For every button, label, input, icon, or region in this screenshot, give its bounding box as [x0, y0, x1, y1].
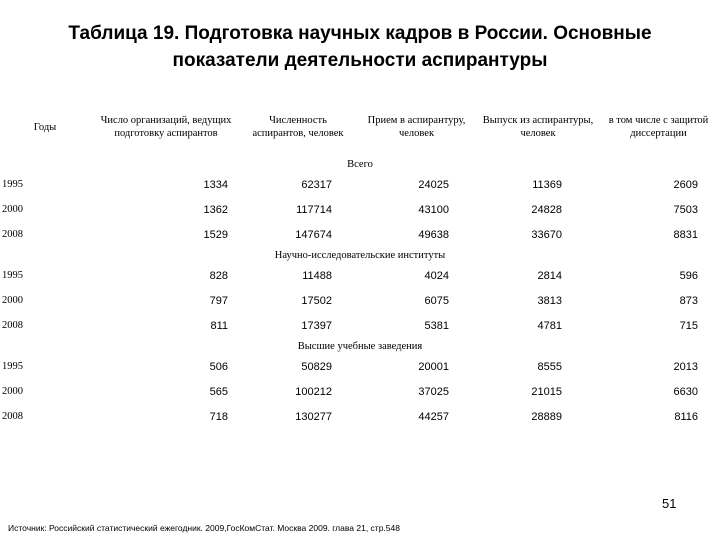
year-cell: 1995 — [2, 270, 23, 281]
value-cell: 17397 — [301, 319, 332, 332]
value-cell: 5381 — [424, 319, 449, 332]
year-cell: 1995 — [2, 179, 23, 190]
source-note: Источник: Российский статистический ежегодник. 2009,ГосКомСтат. Москва 2009. глава 21, стр.548 — [8, 523, 400, 533]
year-cell: 2000 — [2, 386, 23, 397]
header-organizations: Число организаций, ведущих подготовку аспирантов — [100, 115, 232, 139]
value-cell: 117714 — [296, 203, 332, 216]
value-cell: 4781 — [537, 319, 562, 332]
value-cell: 811 — [210, 319, 228, 332]
value-cell: 873 — [679, 294, 698, 307]
value-cell: 506 — [209, 360, 228, 373]
value-cell: 3813 — [537, 294, 562, 307]
value-cell: 596 — [679, 269, 698, 282]
table-row — [0, 222, 720, 247]
value-cell: 11369 — [532, 178, 562, 191]
header-admission: Прием в аспирантуру, человек — [367, 115, 466, 139]
value-cell: 715 — [679, 319, 698, 332]
year-cell: 1995 — [2, 361, 23, 372]
value-cell: 7503 — [673, 203, 698, 216]
value-cell: 28889 — [531, 410, 562, 423]
table-row — [0, 172, 720, 197]
value-cell: 21015 — [531, 385, 562, 398]
value-cell: 797 — [209, 294, 228, 307]
value-cell: 4024 — [424, 269, 449, 282]
year-cell: 2008 — [2, 229, 23, 240]
value-cell: 37025 — [418, 385, 449, 398]
header-students: Численность аспирантов, человек — [252, 115, 344, 139]
value-cell: 147674 — [295, 228, 332, 241]
value-cell: 2609 — [673, 178, 698, 191]
table-row — [0, 404, 720, 429]
year-cell: 2000 — [2, 204, 23, 215]
page-title: Таблица 19. Подготовка научных кадров в России. Основные показатели деятельности аспирантуры — [68, 23, 652, 71]
value-cell: 565 — [209, 385, 228, 398]
table-row — [0, 288, 720, 313]
year-cell: 2008 — [2, 411, 23, 422]
value-cell: 11488 — [302, 269, 332, 282]
value-cell: 20001 — [418, 360, 449, 373]
value-cell: 6630 — [673, 385, 698, 398]
value-cell: 8831 — [673, 228, 698, 241]
graduate-school-table — [0, 98, 720, 429]
value-cell: 44257 — [418, 410, 449, 423]
year-cell: 2000 — [2, 295, 23, 306]
value-cell: 50829 — [301, 360, 332, 373]
value-cell: 100212 — [295, 385, 332, 398]
value-cell: 17502 — [301, 294, 332, 307]
value-cell: 130277 — [295, 410, 332, 423]
value-cell: 6075 — [424, 294, 449, 307]
value-cell: 43100 — [418, 203, 449, 216]
value-cell: 24828 — [531, 203, 562, 216]
value-cell: 2013 — [673, 360, 698, 373]
value-cell: 62317 — [301, 178, 332, 191]
table-row — [0, 354, 720, 379]
value-cell: 49638 — [418, 228, 449, 241]
value-cell: 2814 — [537, 269, 562, 282]
header-defended: в том числе с защитой диссертации — [608, 115, 709, 139]
section-header-row — [0, 338, 720, 354]
table-header-row — [0, 98, 720, 156]
table-row — [0, 313, 720, 338]
section-label: Высшие учебные заведения — [297, 340, 423, 352]
value-cell: 24025 — [418, 178, 449, 191]
section-label: Всего — [347, 158, 373, 170]
section-header-row — [0, 247, 720, 263]
value-cell: 718 — [209, 410, 228, 423]
header-graduation: Выпуск из аспирантуры, человек — [482, 115, 594, 139]
table-row — [0, 197, 720, 222]
header-years: Годы — [33, 121, 57, 133]
value-cell: 8116 — [674, 410, 698, 423]
value-cell: 1529 — [203, 228, 228, 241]
section-label: Научно-исследовательские институты — [274, 249, 446, 261]
table-row — [0, 263, 720, 288]
table-row — [0, 379, 720, 404]
value-cell: 8555 — [537, 360, 562, 373]
page-number: 51 — [662, 496, 677, 511]
section-header-row — [0, 156, 720, 172]
value-cell: 828 — [209, 269, 228, 282]
year-cell: 2008 — [2, 320, 23, 331]
value-cell: 1362 — [203, 203, 228, 216]
value-cell: 33670 — [531, 228, 562, 241]
value-cell: 1334 — [203, 178, 228, 191]
